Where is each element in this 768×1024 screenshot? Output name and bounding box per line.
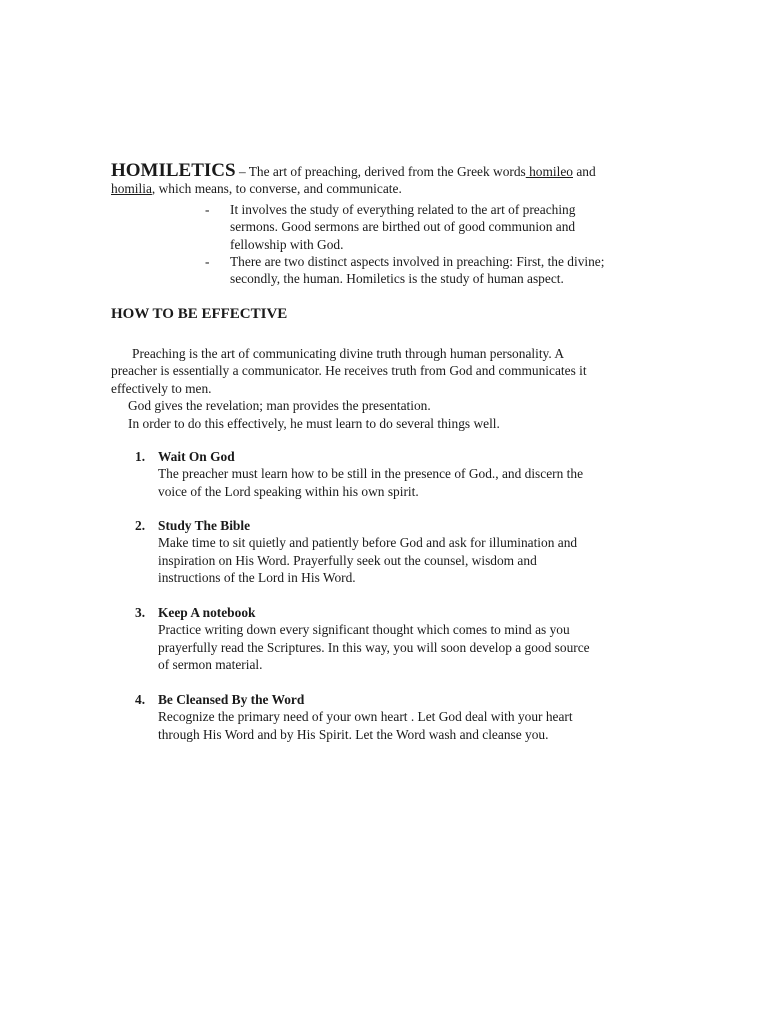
bullet-line: There are two distinct aspects involved in preaching: First, the divine; xyxy=(230,254,605,269)
dash-marker: - xyxy=(205,254,210,269)
intro-text-1: The art of preaching, derived from the Greek words xyxy=(248,164,526,179)
list-number: 4. xyxy=(135,692,146,707)
list-line: Make time to sit quietly and patiently before God and ask for illumination and xyxy=(158,535,578,551)
list-line: prayerfully read the Scriptures. In this way, you will soon develop a good source xyxy=(158,639,590,655)
list-number: 3. xyxy=(135,605,146,620)
list-number: 1. xyxy=(135,449,146,464)
bullet-line: fellowship with God. xyxy=(230,236,344,252)
paragraph-line: In order to do this effectively, he must learn to do several things well. xyxy=(128,416,500,431)
bullet-line: sermons. Good sermons are birthed out of good communion and xyxy=(230,219,576,235)
greek-word-homilia: homilia xyxy=(111,181,152,197)
list-line: Practice writing down every significant thought which comes to mind as you xyxy=(158,622,570,638)
paragraph-line: Preaching is the art of communicating divine truth through human personality. A xyxy=(132,346,565,361)
term-heading: HOMILETICS xyxy=(111,160,236,181)
list-line: of sermon material. xyxy=(158,657,263,673)
list-body xyxy=(158,448,648,500)
list-title: Keep A notebook xyxy=(158,605,256,620)
list-title: Study The Bible xyxy=(158,518,251,533)
list-body xyxy=(158,691,648,743)
section-heading: HOW TO BE EFFECTIVE xyxy=(111,306,288,322)
list-line: The preacher must learn how to be still in the presence of God., and discern the xyxy=(158,466,584,482)
list-line: instructions of the Lord in His Word. xyxy=(158,570,356,586)
intro-text-2: and xyxy=(572,164,596,179)
bullet-line: secondly, the human. Homiletics is the study of human aspect. xyxy=(230,271,564,287)
list-line: through His Word and by His Spirit. Let the Word wash and cleanse you. xyxy=(158,726,549,742)
greek-word-homileo: homileo xyxy=(525,164,573,179)
bullet-text xyxy=(230,253,630,288)
list-body xyxy=(158,604,648,674)
list-line: inspiration on His Word. Prayerfully seek out the counsel, wisdom and xyxy=(158,552,537,568)
dash-marker: - xyxy=(205,202,210,217)
paragraph-line: preacher is essentially a communicator. He receives truth from God and communicates it xyxy=(111,363,587,378)
list-line: voice of the Lord speaking within his own spirit. xyxy=(158,483,419,499)
list-title: Be Cleansed By the Word xyxy=(158,692,305,707)
term-separator: – xyxy=(235,164,249,179)
list-title: Wait On God xyxy=(158,449,235,464)
paragraph-line: God gives the revelation; man provides the presentation. xyxy=(128,398,431,413)
intro-text-3: , which means, to converse, and communicate. xyxy=(151,181,402,197)
bullet-text xyxy=(230,201,630,253)
intro-paragraph xyxy=(111,162,671,198)
list-number: 2. xyxy=(135,518,146,533)
list-line: Recognize the primary need of your own heart . Let God deal with your heart xyxy=(158,709,573,725)
paragraph-line: effectively to men. xyxy=(111,381,212,396)
bullet-line: It involves the study of everything related to the art of preaching xyxy=(230,202,576,217)
list-body xyxy=(158,517,648,587)
